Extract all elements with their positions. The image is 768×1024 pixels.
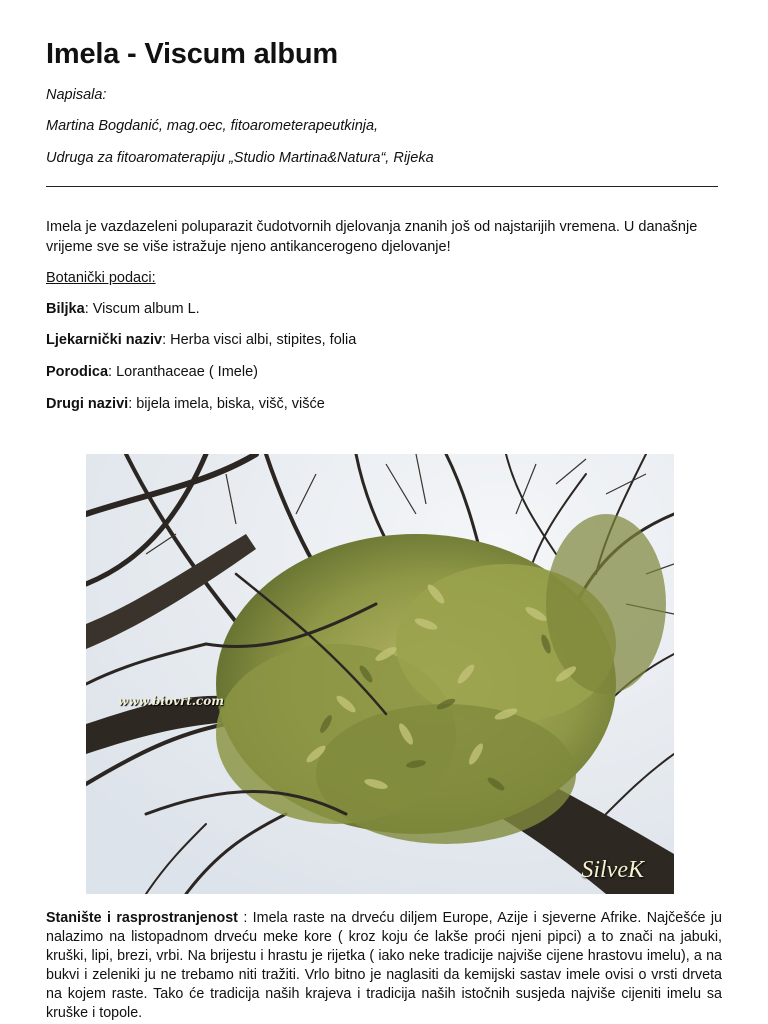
byline-label: Napisala:: [46, 87, 107, 103]
botanical-row-plant: [46, 299, 726, 319]
habitat-text: : Imela raste na drveću diljem Europe, Azije i sjeverne Afrike. Najčešće ju nalazimo na listopadnom drveću meke kore ( kroz koju će lakše proći njeni pipci) a to znači na jabuki, kruški, lipi, brezi, vrbi. Na brijestu i hrastu je rijetka ( iako neke tradicije najviše cijene hrastovu imelu), a na bukvi i zeleniki ju ne trebamo niti tražiti. Vrlo bitno je naglasiti da kemijski sastav imele ovisi o vrsti drveta na kojem raste. Tako će tradicija naših krajeva i tradicija naših istočnih susjeda najviše cijeniti imelu sa kruške i topole.: [46, 910, 723, 1021]
botanical-heading-text: Botanički podaci:: [46, 270, 156, 286]
byline-organization: Udruga za fitoaromaterapiju „Studio Martina&Natura“, Rijeka: [46, 150, 434, 166]
horizontal-rule: [46, 186, 718, 187]
row-value: : Herba visci albi, stipites, folia: [162, 332, 357, 348]
row-label: Ljekarnički naziv: [46, 332, 163, 348]
botanical-row-other-names: [46, 394, 726, 414]
row-value: : bijela imela, biska, višč, višće: [128, 396, 325, 412]
botanical-row-pharma-name: [46, 330, 726, 350]
row-label: Biljka: [46, 301, 85, 317]
row-value: : Loranthaceae ( Imele): [108, 364, 258, 380]
botanical-heading: [46, 268, 726, 288]
watermark-site: www.biovrt.com: [118, 694, 224, 708]
page-title: Imela - Viscum album: [46, 38, 339, 70]
mistletoe-tree-image: [86, 454, 674, 894]
botanical-row-family: [46, 362, 726, 382]
row-label: Porodica: [46, 364, 109, 380]
row-value: : Viscum album L.: [84, 301, 200, 317]
habitat-paragraph: [46, 909, 722, 1023]
mistletoe-photo: [86, 454, 674, 894]
watermark-author: SilveK: [581, 857, 644, 883]
habitat-label: Stanište i rasprostranjenost: [46, 910, 238, 926]
intro-paragraph: Imela je vazdazeleni poluparazit čudotvornih djelovanja znanih još od najstarijih vremena. U današnje vrijeme sve se više istražuje njeno antikancerogeno djelovanje!: [46, 219, 698, 255]
row-label: Drugi nazivi: [46, 396, 129, 412]
byline-author: Martina Bogdanić, mag.oec, fitoarometerapeutkinja,: [46, 118, 379, 134]
